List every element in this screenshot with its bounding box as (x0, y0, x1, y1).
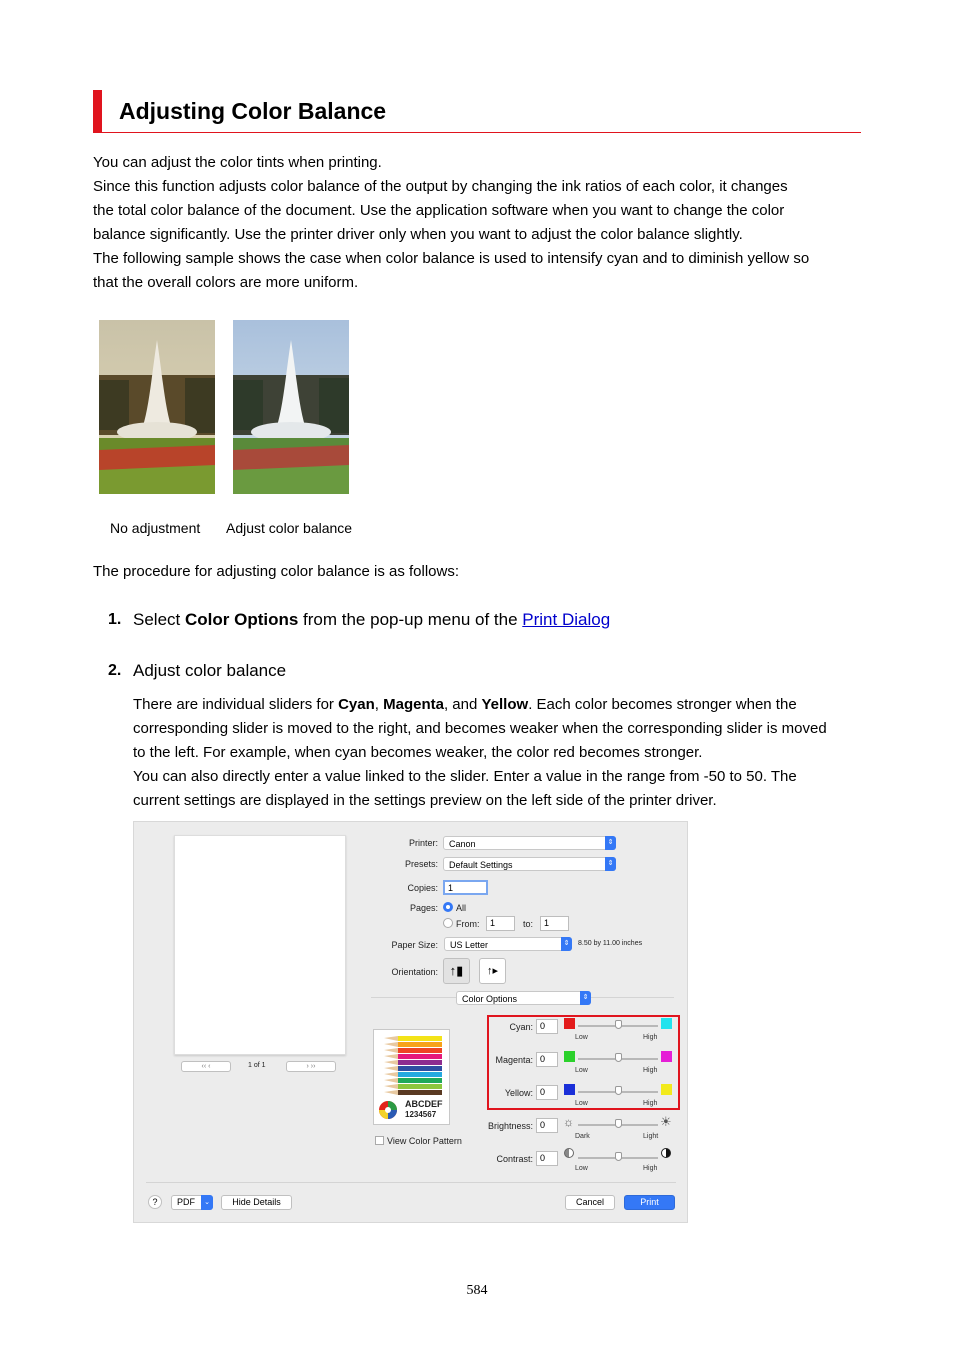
intro-line: the total color balance of the document. Use the application software when you want to change the color (93, 202, 785, 219)
green-swatch (564, 1051, 575, 1062)
yellow-field[interactable]: 0 (536, 1085, 558, 1100)
contrast-slider-knob[interactable] (615, 1152, 622, 1161)
cyan-slider-knob[interactable] (615, 1020, 622, 1029)
pages-all-label: All (456, 903, 467, 913)
magenta-field[interactable]: 0 (536, 1052, 558, 1067)
low-label: Low (575, 1067, 588, 1074)
intro-line: that the overall colors are more uniform. (93, 274, 359, 291)
contrast-low-icon (564, 1148, 574, 1158)
body-line: corresponding slider is moved to the right, and becomes weaker when the corresponding slider is moved (133, 720, 827, 737)
print-dialog-screenshot (133, 821, 688, 1223)
caption-no-adjustment: No adjustment (110, 520, 201, 536)
paper-size-select[interactable] (444, 937, 572, 951)
pages-from-label: From: (456, 919, 480, 929)
pdf-button[interactable] (171, 1195, 213, 1210)
pages-to-field[interactable]: 1 (540, 916, 569, 931)
cyan-swatch (661, 1018, 672, 1029)
step-text: Select (133, 610, 185, 629)
portrait-orientation-icon[interactable]: ↑▮ (443, 958, 470, 984)
body-line: You can also directly enter a value linked to the slider. Enter a value in the range from -50 to 50. The (133, 768, 797, 785)
cyan-field[interactable]: 0 (536, 1019, 558, 1034)
procedure-intro: The procedure for adjusting color balance is as follows: (93, 563, 460, 580)
body-text: . Each color becomes stronger when the (528, 696, 797, 713)
yellow-swatch (661, 1084, 672, 1095)
caption-adjust-color-balance: Adjust color balance (226, 520, 353, 536)
pages-to-label: to: (523, 919, 534, 929)
panel-value: Color Options (462, 994, 518, 1004)
pages-label: Pages: (409, 903, 438, 913)
paper-size-label: Paper Size: (391, 940, 438, 950)
presets-select[interactable] (443, 857, 616, 871)
dark-label: Dark (575, 1133, 590, 1140)
magenta-label: Magenta: (495, 1055, 533, 1065)
step-bold: Color Options (184, 610, 299, 629)
chevron-updown-icon: ⇕ (561, 937, 572, 951)
body-line: to the left. For example, when cyan becomes weaker, the color red becomes stronger. (133, 744, 703, 761)
view-color-pattern-checkbox[interactable] (375, 1136, 384, 1145)
step-number: 1. (108, 611, 122, 628)
magenta-term: Magenta (383, 696, 444, 713)
prev-page-button[interactable]: ‹‹ ‹ (181, 1061, 231, 1072)
high-label: High (643, 1165, 658, 1172)
brightness-field[interactable]: 0 (536, 1118, 558, 1133)
contrast-label: Contrast: (496, 1154, 533, 1164)
landscape-orientation-icon[interactable]: ↑▸ (479, 958, 506, 984)
yellow-term: Yellow (481, 696, 529, 713)
red-swatch (564, 1018, 575, 1029)
presets-label: Presets: (404, 859, 438, 869)
sample-text-letters: ABCDEF (405, 1099, 443, 1109)
chevron-updown-icon: ⇕ (605, 857, 616, 871)
sun-dim-icon: ☼ (563, 1115, 574, 1129)
cyan-term: Cyan (338, 696, 375, 713)
paper-dimensions: 8.50 by 11.00 inches (578, 940, 643, 947)
blue-swatch (564, 1084, 575, 1095)
high-label: High (643, 1034, 658, 1041)
intro-line: balance significantly. Use the printer driver only when you want to adjust the color balance slightly. (93, 226, 743, 243)
next-page-button[interactable]: › ›› (286, 1061, 336, 1072)
step-text: from the pop-up menu of the (298, 610, 523, 629)
heading-underline (93, 132, 861, 133)
body-text: , (374, 696, 384, 713)
magenta-swatch (661, 1051, 672, 1062)
sample-photo-no-adjustment (99, 320, 215, 494)
page-title: Adjusting Color Balance (119, 98, 387, 124)
divider (146, 1182, 676, 1183)
cancel-button[interactable]: Cancel (565, 1195, 615, 1210)
yellow-label: Yellow: (504, 1088, 533, 1098)
body-line (133, 693, 863, 717)
step-1-text (133, 610, 610, 630)
page-preview (174, 835, 346, 1055)
view-color-pattern-label: View Color Pattern (387, 1136, 462, 1146)
pages-from-field[interactable]: 1 (486, 916, 515, 931)
step-number: 2. (108, 662, 122, 679)
presets-value: Default Settings (449, 860, 513, 870)
pages-all-radio[interactable] (443, 902, 453, 912)
low-label: Low (575, 1100, 588, 1107)
help-button[interactable]: ? (148, 1195, 162, 1209)
printer-select[interactable] (443, 836, 616, 850)
print-dialog-link[interactable]: Print Dialog (522, 610, 611, 629)
cyan-label: Cyan: (509, 1022, 533, 1032)
chevron-updown-icon: ⇕ (605, 836, 616, 850)
panel-select[interactable] (456, 991, 591, 1005)
contrast-field[interactable]: 0 (536, 1151, 558, 1166)
step-2-body (133, 693, 863, 813)
copies-label: Copies: (407, 883, 438, 893)
orientation-label: Orientation: (391, 967, 438, 977)
chevron-down-icon: ⌄ (201, 1195, 213, 1210)
high-label: High (643, 1100, 658, 1107)
yellow-slider-knob[interactable] (615, 1086, 622, 1095)
printer-value: Canon (449, 839, 476, 849)
copies-field[interactable]: 1 (443, 880, 488, 895)
light-label: Light (643, 1133, 659, 1140)
intro-paragraph (93, 151, 863, 295)
sample-photo-adjusted (233, 320, 349, 494)
brightness-label: Brightness: (487, 1121, 533, 1131)
contrast-high-icon (661, 1148, 671, 1158)
printer-label: Printer: (408, 838, 438, 848)
sample-text-digits: 1234567 (405, 1110, 437, 1119)
step-2-text: Adjust color balance (133, 661, 287, 680)
pages-from-radio[interactable] (443, 918, 453, 928)
heading-accent-bar (93, 90, 102, 133)
body-text: There are individual sliders for (133, 696, 339, 713)
low-label: Low (575, 1034, 588, 1041)
high-label: High (643, 1067, 658, 1074)
page-number: 584 (466, 1283, 488, 1298)
paper-size-value: US Letter (450, 940, 489, 950)
print-button[interactable]: Print (624, 1195, 675, 1210)
low-label: Low (575, 1165, 588, 1172)
intro-line: Since this function adjusts color balance of the output by changing the ink ratios of each color, it changes (93, 178, 788, 195)
chevron-updown-icon: ⇕ (580, 991, 591, 1005)
intro-line: The following sample shows the case when color balance is used to intensify cyan and to diminish yellow so (93, 250, 810, 267)
hide-details-button[interactable]: Hide Details (221, 1195, 292, 1210)
pdf-label: PDF (177, 1197, 195, 1207)
magenta-slider-knob[interactable] (615, 1053, 622, 1062)
body-line: current settings are displayed in the settings preview on the left side of the printer driver. (133, 792, 717, 809)
intro-line: You can adjust the color tints when printing. (93, 154, 382, 171)
body-text: , and (443, 696, 482, 713)
brightness-slider-knob[interactable] (615, 1119, 622, 1128)
page-counter: 1 of 1 (248, 1062, 266, 1069)
sun-bright-icon: ☀ (660, 1114, 672, 1129)
